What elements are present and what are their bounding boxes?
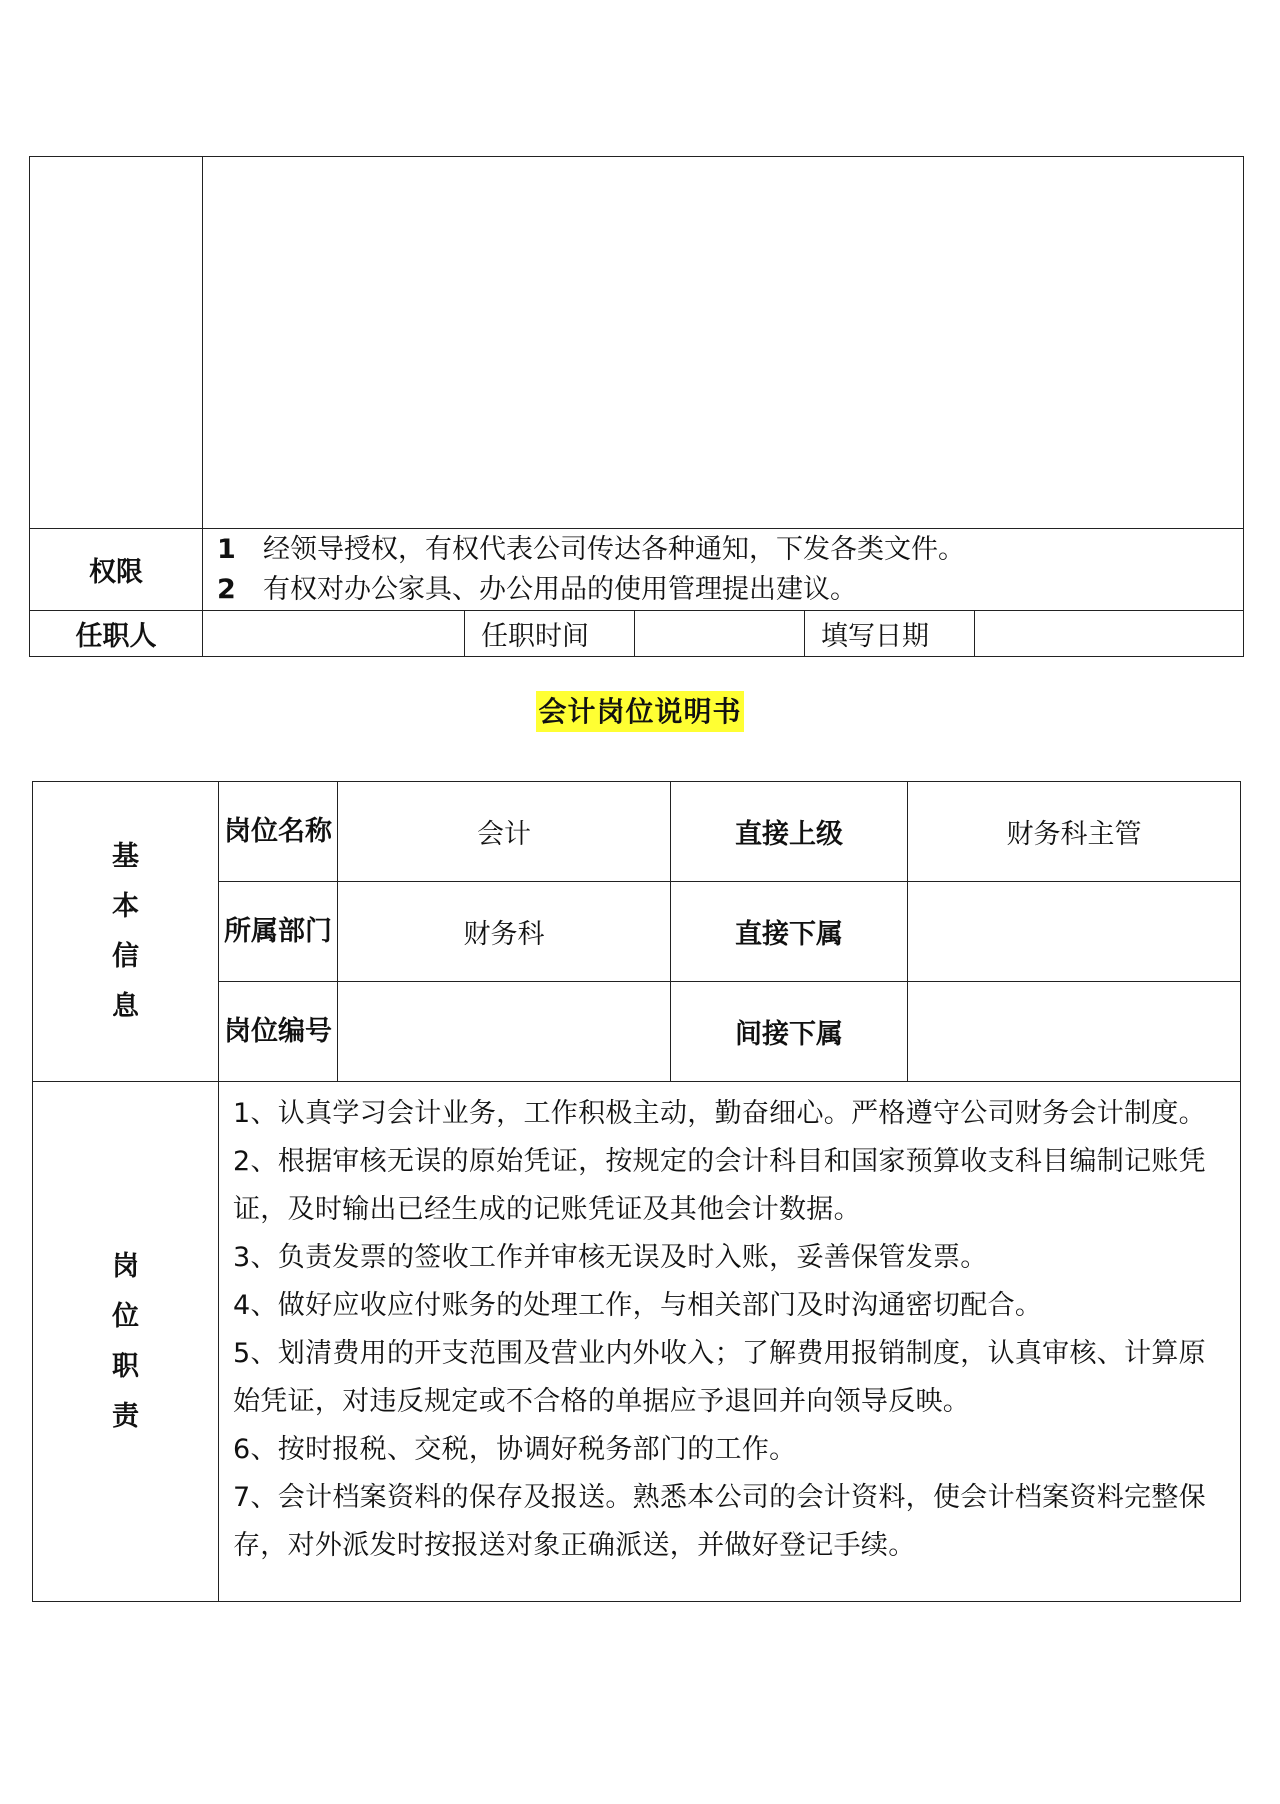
basic-info-section-label: 基 本 信 息 [33,782,219,1082]
holder-value[interactable] [203,611,465,657]
authority-label: 权限 [30,529,203,611]
duty-item: 1、认真学习会计业务，工作积极主动，勤奋细心。严格遵守公司财务会计制度。 [233,1098,1206,1129]
authority-item: 1 经领导授权，有权代表公司传达各种通知，下发各类文件。 [217,533,965,565]
direct-subordinate-value[interactable] [908,882,1241,982]
position-code-label: 岗位编号 [219,982,338,1082]
duties-section-label: 岗 位 职 责 [33,1082,219,1602]
position-name-label: 岗位名称 [219,782,338,882]
position-name-value: 会计 [338,782,671,882]
previous-form-table [29,156,1244,657]
fill-date-value[interactable] [975,611,1244,657]
direct-subordinate-label: 直接下属 [671,882,908,982]
duty-item: 3、负责发票的签收工作并审核无误及时入账，妥善保管发票。 [233,1242,988,1273]
duty-item: 4、做好应收应付账务的处理工作，与相关部门及时沟通密切配合。 [233,1290,1043,1321]
job-description-table [32,781,1241,1602]
duties-content [219,1082,1241,1602]
tenure-label: 任职时间 [465,611,635,657]
department-label: 所属部门 [219,882,338,982]
direct-superior-value: 财务科主管 [908,782,1241,882]
department-value: 财务科 [338,882,671,982]
duty-item: 5、划清费用的开支范围及营业内外收入；了解费用报销制度，认真审核、计算原始凭证，对违反规定或不合格的单据应予退回并向领导反映。 [233,1338,1206,1417]
indirect-subordinate-label: 间接下属 [671,982,908,1082]
fill-date-label: 填写日期 [805,611,975,657]
blank-label-cell [30,157,203,529]
indirect-subordinate-value[interactable] [908,982,1241,1082]
blank-content-cell [203,157,1244,529]
authority-item: 2 有权对办公家具、办公用品的使用管理提出建议。 [217,573,857,605]
duty-item: 7、会计档案资料的保存及报送。熟悉本公司的会计资料，使会计档案资料完整保存，对外派发时按报送对象正确派送，并做好登记手续。 [233,1482,1206,1561]
duty-item: 2、根据审核无误的原始凭证，按规定的会计科目和国家预算收支科目编制记账凭证，及时输出已经生成的记账凭证及其他会计数据。 [233,1146,1206,1225]
document-title [0,690,1280,730]
authority-content [203,529,1244,611]
duty-item: 6、按时报税、交税，协调好税务部门的工作。 [233,1434,797,1465]
holder-label: 任职人 [30,611,203,657]
position-code-value[interactable] [338,982,671,1082]
document-title-text: 会计岗位说明书 [536,691,743,732]
direct-superior-label: 直接上级 [671,782,908,882]
tenure-value[interactable] [635,611,805,657]
